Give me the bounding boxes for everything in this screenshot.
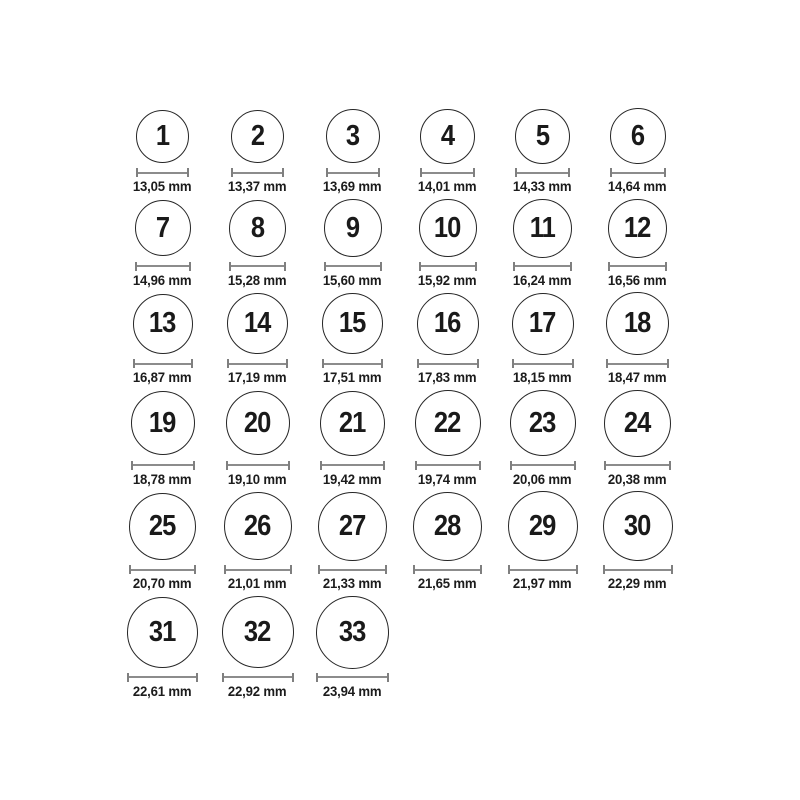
ring-size-cell: [115, 108, 210, 196]
ring-size-row: [115, 292, 685, 387]
ring-circle-area: [419, 199, 477, 258]
diameter-label: 19,42 mm: [323, 470, 382, 487]
diameter-measure-bar: [226, 461, 290, 470]
diameter-measure-bar: [229, 262, 286, 271]
ring-circle-area: [326, 108, 380, 164]
ring-size-cell: [495, 199, 590, 290]
diameter-measure-bar: [417, 359, 479, 368]
ring-size-number: 2: [250, 119, 265, 152]
ring-size-number: 19: [149, 406, 176, 439]
diameter-label: 20,70 mm: [133, 575, 192, 591]
ring-circle-area: [606, 292, 669, 355]
ring-circle: [316, 596, 389, 669]
ring-size-cell: [305, 491, 400, 593]
ring-size-cell: [210, 596, 305, 701]
diameter-label: 20,06 mm: [513, 470, 572, 487]
ring-circle: [326, 109, 380, 163]
ring-size-number: 14: [244, 307, 271, 339]
diameter-measure-bar: [413, 565, 482, 574]
ring-circle: [420, 109, 475, 164]
ring-circle-area: [320, 390, 385, 457]
ring-size-number: 3: [345, 119, 360, 152]
ring-size-cell: [210, 491, 305, 593]
ring-size-row: [115, 390, 685, 489]
diameter-measure-bar: [606, 359, 669, 368]
ring-circle-area: [324, 199, 382, 258]
ring-size-cell: [305, 199, 400, 290]
ring-circle: [127, 597, 198, 668]
diameter-label: 21,97 mm: [513, 575, 572, 591]
diameter-measure-bar: [133, 359, 193, 368]
diameter-measure-bar: [610, 168, 666, 177]
ring-size-number: 12: [624, 211, 651, 244]
ring-circle-area: [227, 292, 288, 355]
ring-circle-area: [603, 491, 673, 561]
ring-circle-area: [604, 390, 671, 457]
diameter-measure-bar: [231, 168, 284, 177]
diameter-measure-bar: [316, 673, 389, 682]
ring-circle: [135, 200, 191, 256]
ring-circle-area: [133, 292, 193, 355]
ring-size-cell: [400, 292, 495, 387]
ring-size-number: 31: [149, 615, 176, 648]
ring-circle: [129, 493, 196, 560]
ring-circle-area: [322, 292, 383, 355]
ring-circle: [515, 109, 570, 164]
ring-circle-area: [224, 491, 292, 561]
diameter-label: 13,05 mm: [133, 178, 192, 194]
ring-circle: [610, 108, 666, 164]
ring-size-number: 23: [529, 406, 556, 439]
ring-size-number: 9: [345, 211, 360, 244]
ring-circle-area: [515, 108, 570, 164]
diameter-label: 21,33 mm: [323, 575, 382, 591]
ring-size-cell: [210, 292, 305, 387]
diameter-label: 14,64 mm: [608, 178, 667, 194]
ring-size-cell: [210, 199, 305, 290]
ring-size-cell: [305, 292, 400, 387]
diameter-measure-bar: [224, 565, 292, 574]
diameter-measure-bar: [515, 168, 570, 177]
ring-size-number: 8: [250, 211, 265, 244]
diameter-label: 16,87 mm: [133, 369, 192, 385]
diameter-measure-bar: [127, 673, 198, 682]
diameter-label: 15,60 mm: [323, 271, 382, 288]
ring-size-row: [115, 596, 685, 701]
ring-size-number: 11: [529, 211, 556, 244]
ring-circle-area: [316, 596, 389, 669]
diameter-label: 19,10 mm: [228, 470, 287, 487]
ring-size-number: 10: [434, 211, 461, 244]
diameter-label: 23,94 mm: [323, 682, 382, 699]
diameter-measure-bar: [508, 565, 578, 574]
ring-circle: [131, 391, 195, 455]
ring-circle-area: [608, 199, 667, 258]
ring-circle: [608, 199, 667, 258]
ring-circle: [512, 293, 574, 355]
ring-circle-area: [127, 596, 198, 669]
ring-circle: [604, 390, 671, 457]
ring-circle: [415, 390, 481, 456]
ring-size-cell: [590, 199, 685, 290]
diameter-measure-bar: [326, 168, 380, 177]
diameter-measure-bar: [419, 262, 477, 271]
ring-circle-area: [318, 491, 387, 561]
ring-size-number: 20: [244, 406, 271, 439]
diameter-label: 20,38 mm: [608, 470, 667, 487]
ring-circle-area: [131, 390, 195, 457]
ring-circle: [513, 199, 572, 258]
ring-circle-area: [512, 292, 574, 355]
diameter-measure-bar: [136, 168, 189, 177]
ring-size-cell: [115, 491, 210, 593]
ring-size-number: 15: [339, 307, 366, 339]
ring-circle: [603, 491, 673, 561]
diameter-label: 19,74 mm: [418, 470, 477, 487]
ring-circle: [413, 492, 482, 561]
ring-circle-area: [226, 390, 290, 457]
ring-size-cell: [305, 596, 400, 701]
ring-circle-area: [222, 596, 294, 669]
diameter-measure-bar: [604, 461, 671, 470]
ring-size-number: 33: [339, 615, 366, 648]
diameter-label: 16,56 mm: [608, 271, 667, 288]
ring-circle: [222, 596, 294, 668]
ring-circle-area: [420, 108, 475, 164]
ring-circle: [322, 293, 383, 354]
diameter-measure-bar: [603, 565, 673, 574]
ring-size-cell: [305, 108, 400, 196]
ring-circle: [419, 199, 477, 257]
ring-size-cell: [115, 292, 210, 387]
ring-size-number: 16: [434, 307, 461, 339]
diameter-label: 15,28 mm: [228, 271, 287, 288]
diameter-label: 18,15 mm: [513, 369, 572, 385]
diameter-label: 21,01 mm: [228, 575, 287, 591]
ring-size-number: 32: [244, 615, 271, 648]
diameter-measure-bar: [320, 461, 385, 470]
ring-circle-area: [415, 390, 481, 457]
diameter-label: 17,19 mm: [228, 369, 287, 385]
ring-circle-area: [413, 491, 482, 561]
diameter-measure-bar: [415, 461, 481, 470]
ring-circle: [226, 391, 290, 455]
diameter-label: 21,65 mm: [418, 575, 477, 591]
diameter-label: 14,33 mm: [513, 178, 572, 194]
ring-size-number: 13: [149, 307, 176, 339]
diameter-label: 22,61 mm: [133, 682, 192, 699]
ring-size-number: 21: [339, 406, 366, 439]
diameter-measure-bar: [227, 359, 288, 368]
ring-circle-area: [510, 390, 576, 457]
ring-size-number: 25: [149, 509, 176, 542]
ring-size-number: 1: [155, 119, 170, 152]
ring-size-number: 26: [244, 509, 271, 542]
ring-size-number: 24: [624, 406, 651, 439]
diameter-label: 22,29 mm: [608, 575, 667, 591]
ring-size-number: 7: [155, 211, 170, 244]
ring-size-cell: [210, 108, 305, 196]
ring-circle: [227, 293, 288, 354]
diameter-measure-bar: [135, 262, 191, 271]
ring-size-number: 4: [440, 119, 455, 152]
ring-size-cell: [590, 108, 685, 196]
ring-size-number: 22: [434, 406, 461, 439]
ring-size-cell: [400, 108, 495, 196]
ring-circle: [508, 491, 578, 561]
ring-size-cell: [400, 390, 495, 489]
diameter-label: 18,47 mm: [608, 369, 667, 385]
diameter-measure-bar: [510, 461, 576, 470]
ring-circle-area: [129, 491, 196, 561]
diameter-label: 18,78 mm: [133, 470, 192, 487]
diameter-measure-bar: [131, 461, 195, 470]
diameter-measure-bar: [512, 359, 574, 368]
ring-circle: [417, 293, 479, 355]
diameter-measure-bar: [324, 262, 382, 271]
ring-circle: [318, 492, 387, 561]
ring-circle-area: [513, 199, 572, 258]
ring-size-cell: [400, 199, 495, 290]
ring-size-number: 18: [624, 307, 651, 339]
ring-size-cell: [115, 199, 210, 290]
ring-size-row: [115, 491, 685, 593]
ring-size-cell: [305, 390, 400, 489]
diameter-measure-bar: [129, 565, 196, 574]
ring-circle: [606, 292, 669, 355]
ring-size-number: 17: [529, 307, 556, 339]
diameter-label: 22,92 mm: [228, 682, 287, 699]
ring-size-cell: [495, 390, 590, 489]
ring-size-number: 6: [630, 119, 645, 152]
ring-size-cell: [115, 390, 210, 489]
ring-size-cell: [495, 292, 590, 387]
diameter-measure-bar: [322, 359, 383, 368]
ring-size-cell: [210, 390, 305, 489]
diameter-label: 17,51 mm: [323, 369, 382, 385]
ring-size-row: [115, 199, 685, 290]
ring-circle: [229, 200, 286, 257]
diameter-measure-bar: [318, 565, 387, 574]
ring-size-number: 27: [339, 509, 366, 542]
ring-size-row: [115, 108, 685, 196]
diameter-measure-bar: [222, 673, 294, 682]
diameter-label: 16,24 mm: [513, 271, 572, 288]
diameter-label: 14,01 mm: [418, 178, 477, 194]
ring-circle-area: [136, 108, 189, 164]
diameter-measure-bar: [420, 168, 475, 177]
ring-circle: [136, 110, 189, 163]
ring-circle: [231, 110, 284, 163]
ring-size-cell: [115, 596, 210, 701]
ring-circle-area: [229, 199, 286, 258]
diameter-measure-bar: [608, 262, 667, 271]
ring-circle: [133, 294, 193, 354]
ring-size-cell: [495, 491, 590, 593]
ring-size-number: 5: [535, 119, 550, 152]
ring-circle-area: [135, 199, 191, 258]
ring-circle-area: [231, 108, 284, 164]
ring-circle-area: [417, 292, 479, 355]
ring-size-number: 30: [624, 509, 651, 542]
ring-size-number: 29: [529, 509, 556, 542]
ring-circle: [224, 492, 292, 560]
ring-size-cell: [590, 390, 685, 489]
ring-circle-area: [508, 491, 578, 561]
diameter-label: 14,96 mm: [133, 271, 192, 288]
ring-circle: [320, 391, 385, 456]
ring-size-chart: [115, 0, 685, 700]
ring-circle: [324, 199, 382, 257]
diameter-measure-bar: [513, 262, 572, 271]
diameter-label: 13,37 mm: [228, 178, 287, 194]
ring-size-rows: [115, 108, 685, 700]
ring-size-cell: [590, 292, 685, 387]
ring-size-number: 28: [434, 509, 461, 542]
ring-size-cell: [590, 491, 685, 593]
diameter-label: 15,92 mm: [418, 271, 477, 288]
ring-size-cell: [400, 491, 495, 593]
diameter-label: 13,69 mm: [323, 178, 382, 194]
ring-circle-area: [610, 108, 666, 164]
diameter-label: 17,83 mm: [418, 369, 477, 385]
ring-circle: [510, 390, 576, 456]
ring-size-cell: [495, 108, 590, 196]
